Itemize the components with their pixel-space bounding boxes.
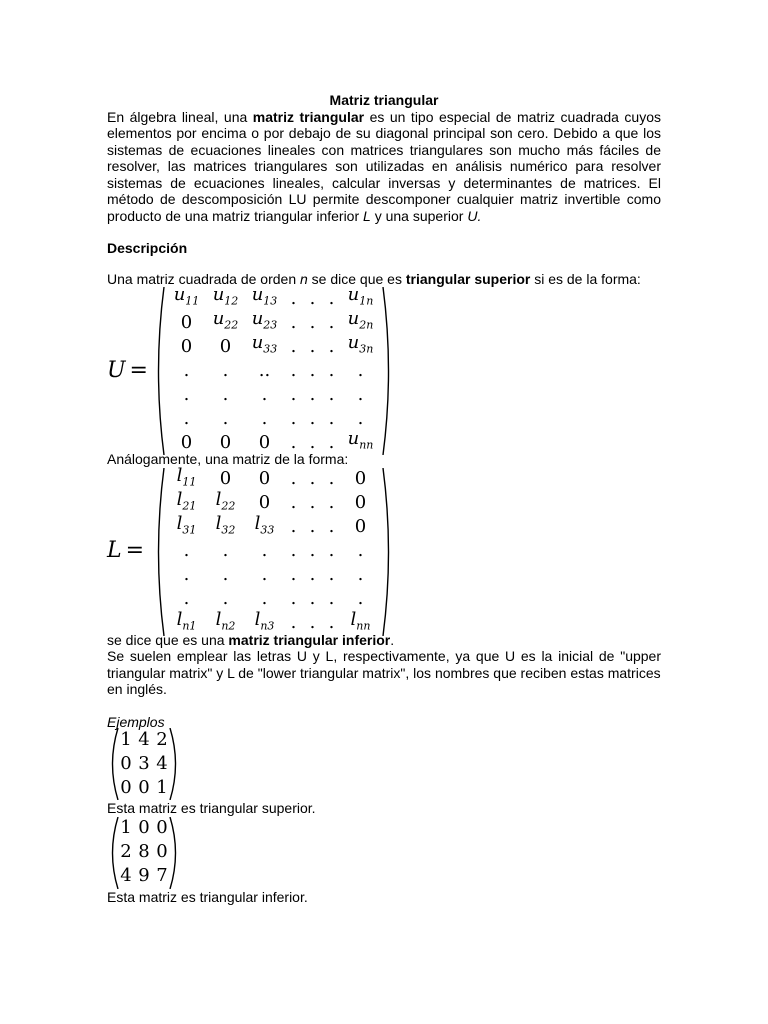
matrix-cell: 0 [354,492,367,514]
matrix-cell: 8 [138,841,150,863]
matrix-cell: . [357,383,364,405]
matrix-cell: 0 [354,468,367,490]
matrix-row [167,492,380,516]
matrix-cell: 3 [138,752,150,774]
matrix-cell: . [309,431,316,453]
matrix-cell: . [328,335,335,357]
matrix-cell: $u_{33}$ [251,332,278,357]
matrix-row [167,287,380,311]
matrix-row [117,776,171,800]
upper-definition: Una matriz cuadrada de orden n se dice que es triangular superior si es de la forma: [107,270,641,287]
matrix-cell: . [328,287,335,309]
example1-caption: Esta matriz es triangular superior. [107,800,316,816]
matrix-cell: 0 [156,817,168,839]
matrix-cell: 0 [354,516,367,538]
matrix-cell: $l_{11}$ [176,464,197,489]
matrix-cell: 0 [258,492,271,514]
matrix-row [167,407,380,431]
matrix-cell: 4 [120,865,132,887]
matrix-cell: 0 [120,776,132,798]
matrix-cell: . [290,540,297,562]
matrix-cell: . [309,564,316,586]
matrix-cell: . [309,335,316,357]
lower-matrix-block [107,464,661,636]
matrix-cell: $u_{13}$ [251,284,278,309]
matrix-row [167,516,380,540]
matrix-label: U = [107,357,148,383]
matrix-row [117,865,171,889]
matrix-cell: . [183,383,190,405]
matrix-cell: . [309,492,316,514]
matrix-cell: . [261,540,268,562]
matrix-label: L = [107,538,145,564]
matrix-cell: . [222,564,229,586]
matrix-cell: 7 [156,865,168,887]
matrix-cell: . [290,564,297,586]
matrix-cell: $l_{32}$ [215,512,236,537]
matrix-cell: $l_{n3}$ [254,608,275,633]
matrix-cell: . [290,383,297,405]
matrix-cell: 0 [138,776,150,798]
matrix-cell: . [328,359,335,381]
matrix-cell: . [183,407,190,429]
matrix-cell: . [328,383,335,405]
matrix-cell: . [222,540,229,562]
document-title: Matriz triangular [329,92,439,108]
matrix-row [167,431,380,455]
matrix-cell: . [290,612,297,634]
matrix-row [117,817,171,841]
example2-block [107,817,661,889]
matrix-cell: . [183,564,190,586]
matrix-cell: $l_{31}$ [176,512,197,537]
matrix-cell: 0 [219,431,232,453]
matrix-cell: 0 [138,817,150,839]
matrix-cell: . [328,588,335,610]
matrix-cell: 2 [120,841,132,863]
matrix-cell: . [309,383,316,405]
matrix-cell: . [261,564,268,586]
matrix-cell: . [309,468,316,490]
matrix-cell: . [183,540,190,562]
matrix-cell: $u_{nn}$ [347,428,374,453]
matrix-cell: . [328,407,335,429]
matrix-cell: . [328,431,335,453]
matrix-cell: . [290,407,297,429]
matrix-cell: . [328,540,335,562]
matrix-cell: . [309,540,316,562]
matrix-cell: $u_{2n}$ [347,308,374,333]
matrix-cell: . [309,359,316,381]
matrix-cell: . [261,383,268,405]
matrix-row [117,752,171,776]
lower-conclusion: se dice que es una matriz triangular inferior. [107,631,395,648]
matrix-row [117,728,171,752]
matrix-cell: 0 [258,431,271,453]
matrix-cell: 0 [219,468,232,490]
matrix-cell: $l_{nn}$ [350,608,371,633]
section-heading: Descripción [107,240,188,256]
matrix-cell: . [290,287,297,309]
matrix-cell: 0 [120,752,132,774]
matrix-cell: . [290,335,297,357]
lower-matrix [153,464,394,636]
matrix-row [167,612,380,636]
matrix-row [167,588,380,612]
matrix-cell: $l_{22}$ [215,488,236,513]
matrix-cell: 4 [156,752,168,774]
example1-block [107,728,661,800]
matrix-cell: . [328,311,335,333]
matrix-cell: 0 [180,335,193,357]
example1-matrix [107,728,181,800]
matrix-cell: . [222,383,229,405]
matrix-cell: 4 [138,728,150,750]
matrix-cell: $l_{21}$ [176,488,197,513]
matrix-cell: . [290,359,297,381]
example2-matrix [107,817,181,889]
matrix-cell: . [357,540,364,562]
matrix-cell: . [290,588,297,610]
matrix-cell: $l_{n2}$ [215,608,236,633]
matrix-cell: . [309,516,316,538]
matrix-cell: $l_{n1}$ [176,608,197,633]
matrix-cell: . [309,588,316,610]
matrix-cell: . [309,612,316,634]
matrix-cell: . [222,407,229,429]
matrix-cell: $u_{12}$ [212,284,239,309]
matrix-cell: 9 [138,865,150,887]
matrix-cell: . [183,359,190,381]
matrix-cell: . [290,492,297,514]
matrix-cell: . [290,516,297,538]
matrix-cell: . [309,407,316,429]
matrix-cell: . [309,287,316,309]
matrix-cell: $u_{11}$ [173,284,200,309]
letters-paragraph-end: en inglés. [107,681,167,697]
lower-definition: Análogamente, una matriz de la forma: [107,451,349,467]
matrix-cell: . [261,588,268,610]
matrix-cell: $u_{22}$ [212,308,239,333]
matrix-row [167,335,380,359]
matrix-cell: 1 [120,728,132,750]
matrix-row [167,311,380,335]
matrix-cell: . [328,492,335,514]
matrix-cell: 1 [120,817,132,839]
matrix-row [117,841,171,865]
upper-matrix [153,284,394,455]
matrix-cell: . [222,588,229,610]
matrix-cell: 0 [219,335,232,357]
matrix-cell: . [261,407,268,429]
matrix-cell: . [357,588,364,610]
matrix-cell: 1 [156,776,168,798]
matrix-cell: . [309,311,316,333]
matrix-cell: . [290,431,297,453]
intro-paragraph: En álgebra lineal, una matriz triangular es un tipo especial de matriz cuadrada cuyos elementos por encima o por debajo de su diagonal principal son cero. Debido a que los sistemas de ecuaciones lineales con matrices triangulares son mucho más fáciles de resolver, las matrices triangulares son utilizadas en análisis numérico para resolver sistemas de ecuaciones lineales, calcular inversas y determinantes de matrices. El método de descomposición LU permite descomponer cualquier matriz invertible como producto de una matriz triangular inferior L y una superior U. [107,108,661,224]
matrix-row [167,359,380,383]
matrix-row [167,564,380,588]
matrix-cell: . [222,359,229,381]
matrix-cell: $u_{1n}$ [347,284,374,309]
matrix-cell: $u_{3n}$ [347,332,374,357]
matrix-row [167,468,380,492]
matrix-cell: $l_{33}$ [254,512,275,537]
matrix-cell: . [328,516,335,538]
examples-heading: Ejemplos [107,713,165,730]
matrix-cell: .. [258,359,271,381]
document-page [107,92,661,905]
matrix-cell: . [290,311,297,333]
matrix-cell: . [357,359,364,381]
matrix-cell: 0 [156,841,168,863]
matrix-cell: 0 [180,431,193,453]
matrix-cell: . [328,612,335,634]
matrix-cell: 2 [156,728,168,750]
letters-paragraph: Se suelen emplear las letras U y L, respectivamente, ya que U es la inicial de "upper triangular matrix" y L de "lower triangular matrix", los nombres que reciben estas matrices [107,648,661,681]
example2-caption: Esta matriz es triangular inferior. [107,888,308,905]
matrix-cell: 0 [180,311,193,333]
matrix-cell: . [183,588,190,610]
matrix-cell: $u_{23}$ [251,308,278,333]
matrix-row [167,540,380,564]
matrix-row [167,383,380,407]
matrix-cell: . [328,468,335,490]
matrix-cell: 0 [258,468,271,490]
matrix-cell: . [357,564,364,586]
matrix-cell: . [328,564,335,586]
matrix-cell: . [290,468,297,490]
matrix-cell: . [357,407,364,429]
upper-matrix-block [107,284,661,455]
